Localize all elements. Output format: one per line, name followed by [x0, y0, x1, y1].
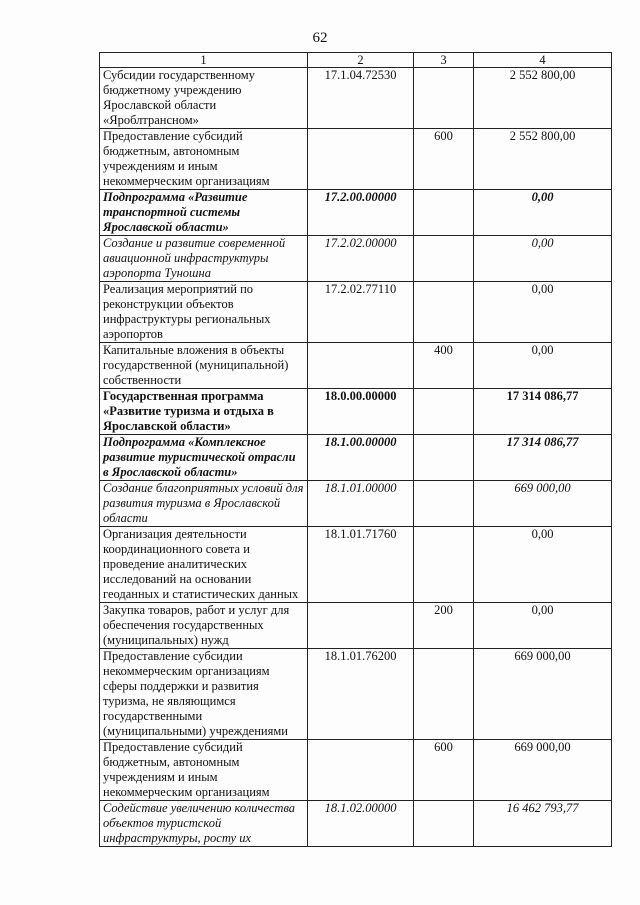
table-row: [100, 435, 612, 481]
row-code-cell: [308, 603, 414, 649]
row-type-cell: [414, 801, 474, 847]
row-name-cell: Подпрограмма «Развитие транспортной системы Ярославской области»: [100, 190, 308, 236]
row-type-cell: [414, 527, 474, 603]
row-name-cell: Предоставление субсидии некоммерческим организациям сферы поддержки и развития туризма, не являющимся государственными (муниципальными) учреждениями: [100, 649, 308, 740]
row-name-cell: Создание благоприятных условий для развития туризма в Ярославской области: [100, 481, 308, 527]
table-row: [100, 603, 612, 649]
row-type-cell: 400: [414, 343, 474, 389]
row-amount-cell: 0,00: [474, 236, 612, 282]
row-name-cell: Реализация мероприятий по реконструкции объектов инфраструктуры региональных аэропортов: [100, 282, 308, 343]
row-amount-cell: 17 314 086,77: [474, 435, 612, 481]
row-name-cell: Государственная программа «Развитие туризма и отдыха в Ярославской области»: [100, 389, 308, 435]
page-number: 62: [312, 30, 328, 46]
row-code-cell: 18.0.00.00000: [308, 389, 414, 435]
row-amount-cell: 0,00: [474, 343, 612, 389]
row-type-cell: 200: [414, 603, 474, 649]
row-type-cell: [414, 389, 474, 435]
row-amount-cell: 0,00: [474, 603, 612, 649]
table-row: [100, 649, 612, 740]
column-header: 4: [474, 53, 612, 68]
budget-table: [99, 52, 612, 847]
table-row: [100, 68, 612, 129]
row-type-cell: [414, 481, 474, 527]
table-row: [100, 190, 612, 236]
row-name-cell: Закупка товаров, работ и услуг для обеспечения государственных (муниципальных) нужд: [100, 603, 308, 649]
table-row: [100, 740, 612, 801]
row-code-cell: 18.1.01.76200: [308, 649, 414, 740]
row-name-cell: Подпрограмма «Комплексное развитие туристической отрасли в Ярославской области»: [100, 435, 308, 481]
table-row: [100, 343, 612, 389]
row-type-cell: [414, 649, 474, 740]
row-code-cell: 18.1.01.71760: [308, 527, 414, 603]
row-type-cell: [414, 236, 474, 282]
row-code-cell: 18.1.00.00000: [308, 435, 414, 481]
column-header: 2: [308, 53, 414, 68]
row-amount-cell: 16 462 793,77: [474, 801, 612, 847]
table-row: [100, 481, 612, 527]
row-code-cell: 17.2.02.77110: [308, 282, 414, 343]
row-code-cell: [308, 343, 414, 389]
row-amount-cell: 669 000,00: [474, 740, 612, 801]
row-code-cell: 17.2.00.00000: [308, 190, 414, 236]
row-type-cell: [414, 435, 474, 481]
row-amount-cell: 2 552 800,00: [474, 129, 612, 190]
column-header: 1: [100, 53, 308, 68]
row-type-cell: [414, 190, 474, 236]
row-name-cell: Предоставление субсидий бюджетным, автономным учреждениям и иным некоммерческим организациям: [100, 129, 308, 190]
row-amount-cell: 669 000,00: [474, 649, 612, 740]
row-amount-cell: 0,00: [474, 190, 612, 236]
row-code-cell: 18.1.01.00000: [308, 481, 414, 527]
row-amount-cell: 0,00: [474, 282, 612, 343]
row-amount-cell: 0,00: [474, 527, 612, 603]
row-type-cell: 600: [414, 740, 474, 801]
column-header: 3: [414, 53, 474, 68]
row-name-cell: Содействие увеличению количества объектов туристской инфраструктуры, росту их: [100, 801, 308, 847]
table-row: [100, 527, 612, 603]
table-row: [100, 129, 612, 190]
row-amount-cell: 669 000,00: [474, 481, 612, 527]
row-code-cell: 17.1.04.72530: [308, 68, 414, 129]
row-code-cell: 17.2.02.00000: [308, 236, 414, 282]
row-amount-cell: 2 552 800,00: [474, 68, 612, 129]
row-type-cell: 600: [414, 129, 474, 190]
row-type-cell: [414, 68, 474, 129]
row-name-cell: Организация деятельности координационного совета и проведение аналитических исследований на основании геоданных и статистических данных: [100, 527, 308, 603]
table-row: [100, 389, 612, 435]
table-row: [100, 282, 612, 343]
row-code-cell: [308, 740, 414, 801]
row-type-cell: [414, 282, 474, 343]
row-amount-cell: 17 314 086,77: [474, 389, 612, 435]
table-header-row: [100, 53, 612, 68]
row-code-cell: [308, 129, 414, 190]
row-name-cell: Создание и развитие современной авиационной инфраструктуры аэропорта Туношна: [100, 236, 308, 282]
row-name-cell: Капитальные вложения в объекты государственной (муниципальной) собственности: [100, 343, 308, 389]
row-name-cell: Субсидии государственному бюджетному учреждению Ярославской области «Яроблтрансном»: [100, 68, 308, 129]
table-row: [100, 801, 612, 847]
row-name-cell: Предоставление субсидий бюджетным, автономным учреждениям и иным некоммерческим организациям: [100, 740, 308, 801]
row-code-cell: 18.1.02.00000: [308, 801, 414, 847]
table-row: [100, 236, 612, 282]
